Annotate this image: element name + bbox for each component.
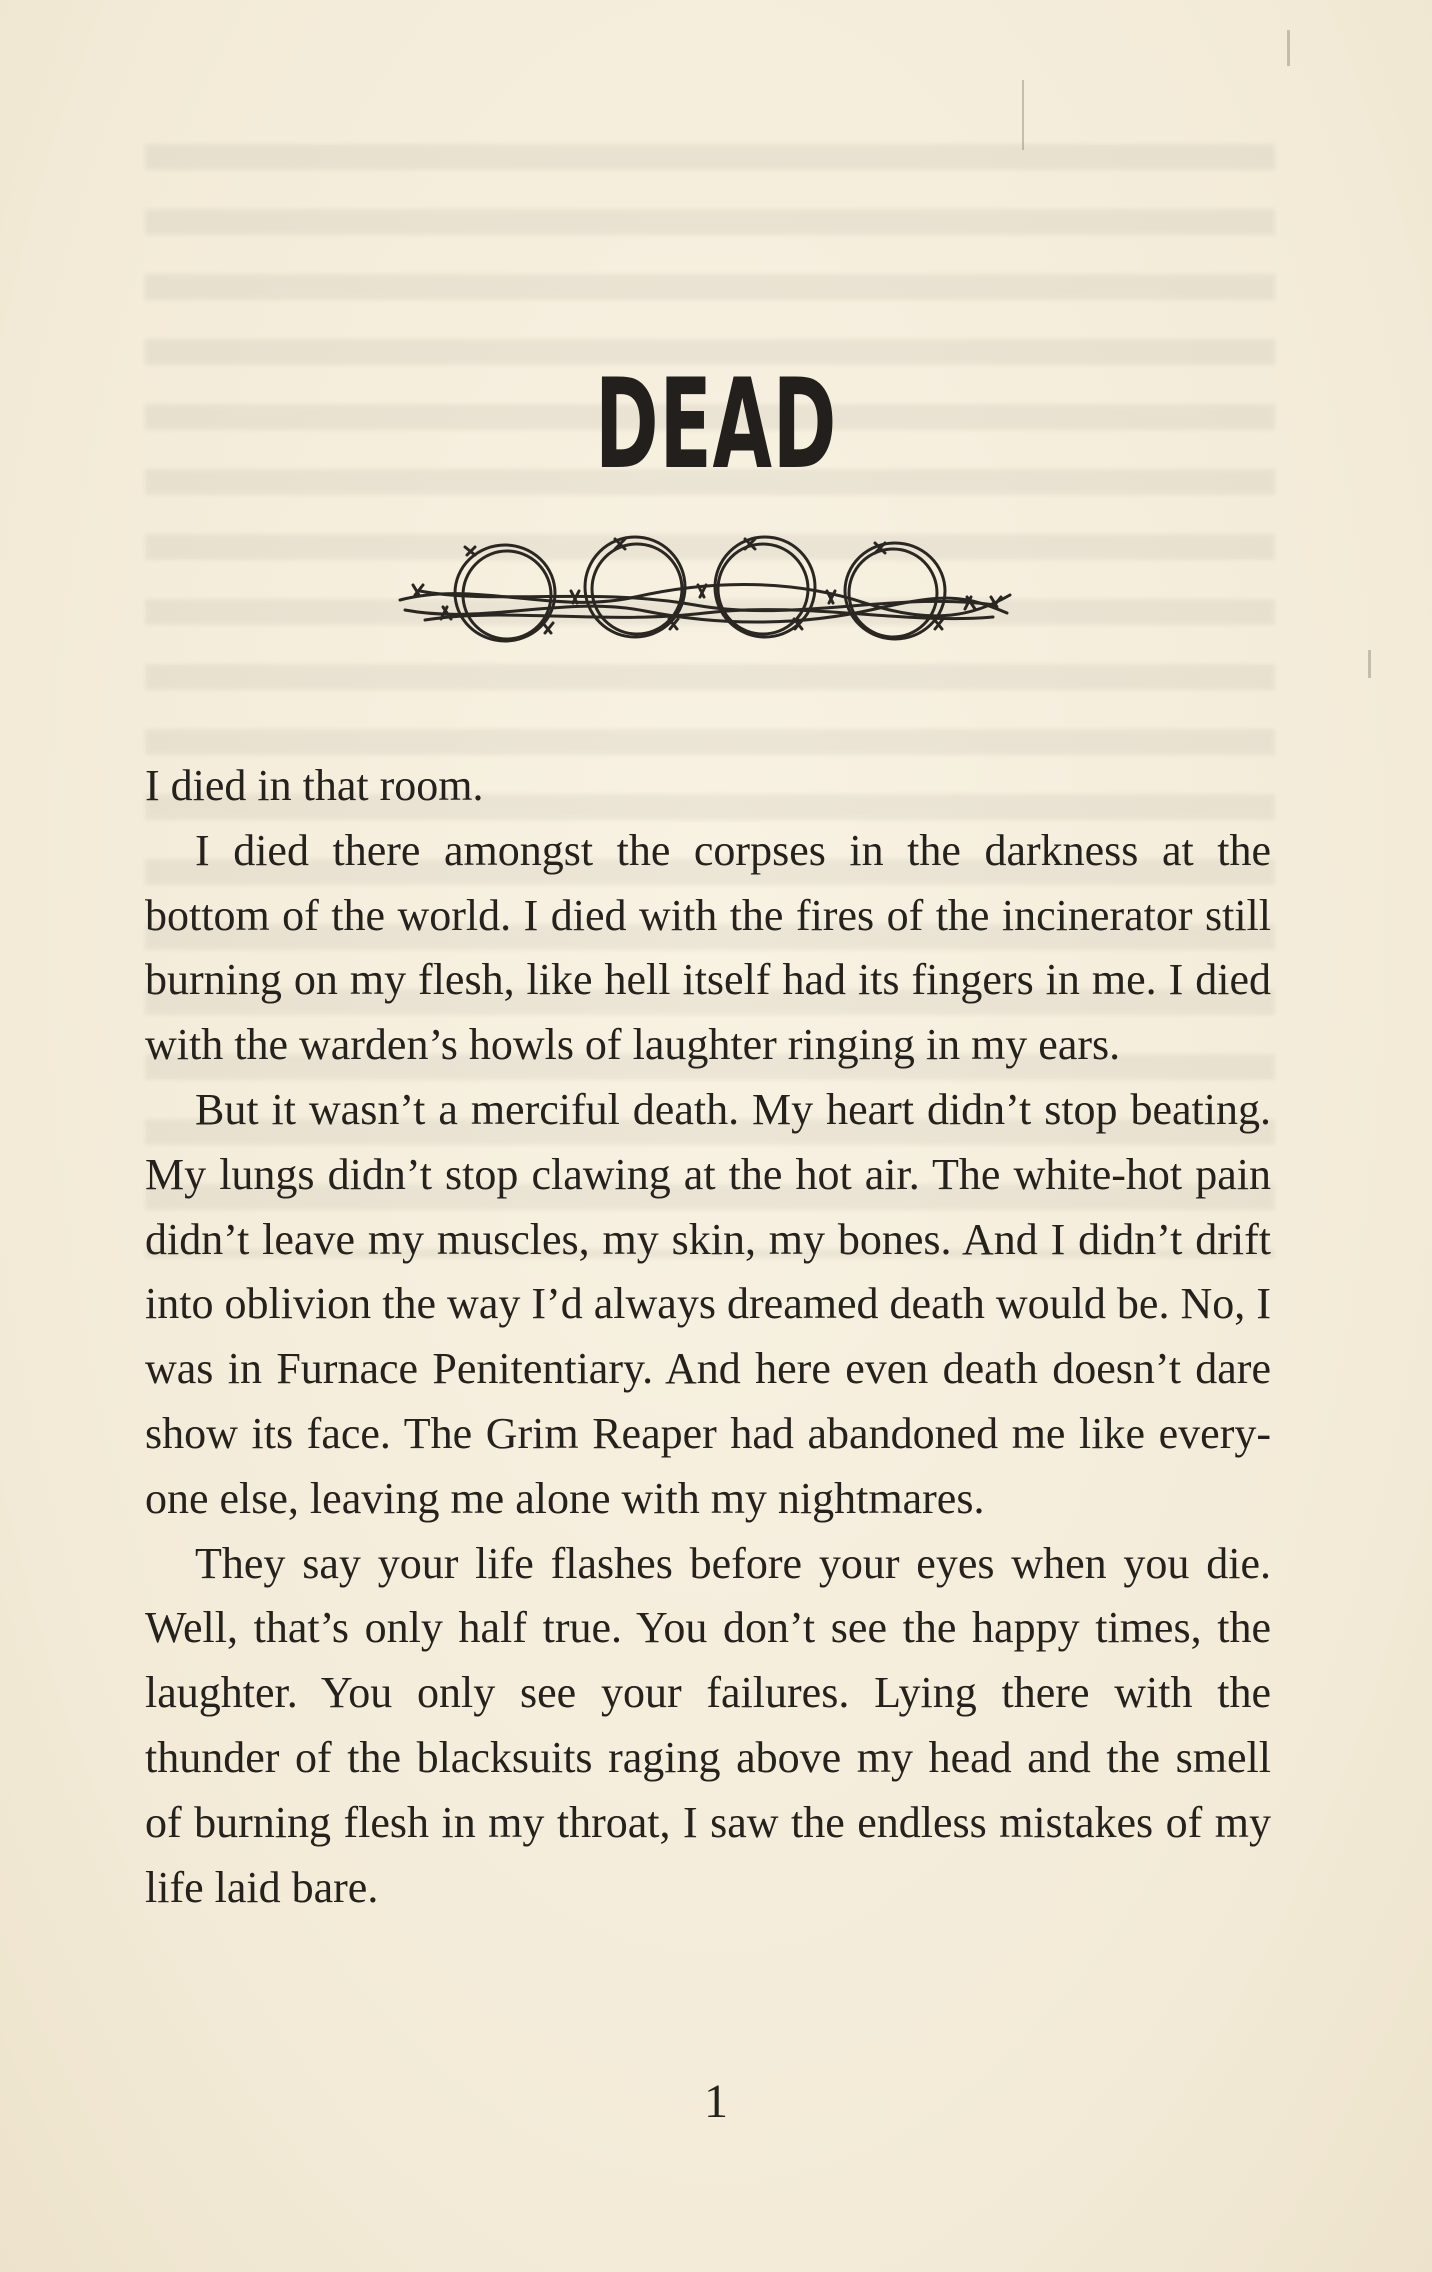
page-number: 1 (704, 2075, 728, 2128)
paragraph: I died in that room. (145, 761, 484, 810)
scan-mark (1022, 80, 1024, 150)
paragraph: They say your life flashes before your eyes when you die. Well, that’s only half true. You don’t see the happy times, the laughter. You only see your failures. Lying there with the thunder of the blacksuits raging above my head and the smell of burning flesh in my throat, I saw the endless mistakes of my life laid bare. (145, 1538, 1271, 1912)
chapter-title: DEAD (594, 353, 838, 497)
chapter-body (145, 754, 1271, 1920)
paragraph: But it wasn’t a merciful death. My heart didn’t stop beating. My lungs didn’t stop clawing at the hot air. The white-hot pain didn’t leave my muscles, my skin, my bones. And I didn’t drift into oblivion the way I’d always dreamed death would be. No, I was in Furnace Penitentiary. And here even death doesn’t dare show its face. The Grim Reaper had abandoned me like every-one else, leaving me alone with my nightmares. (145, 1084, 1271, 1523)
scan-mark (1287, 30, 1290, 66)
scan-mark (1368, 650, 1371, 678)
paragraph: I died there amongst the corpses in the darkness at the bottom of the world. I died with the fires of the incinerator still burning on my flesh, like hell itself had its fingers in me. I died with the warden’s howls of laughter ringing in my ears. (145, 825, 1271, 1070)
barbed-wire-ornament-icon (395, 525, 1015, 655)
